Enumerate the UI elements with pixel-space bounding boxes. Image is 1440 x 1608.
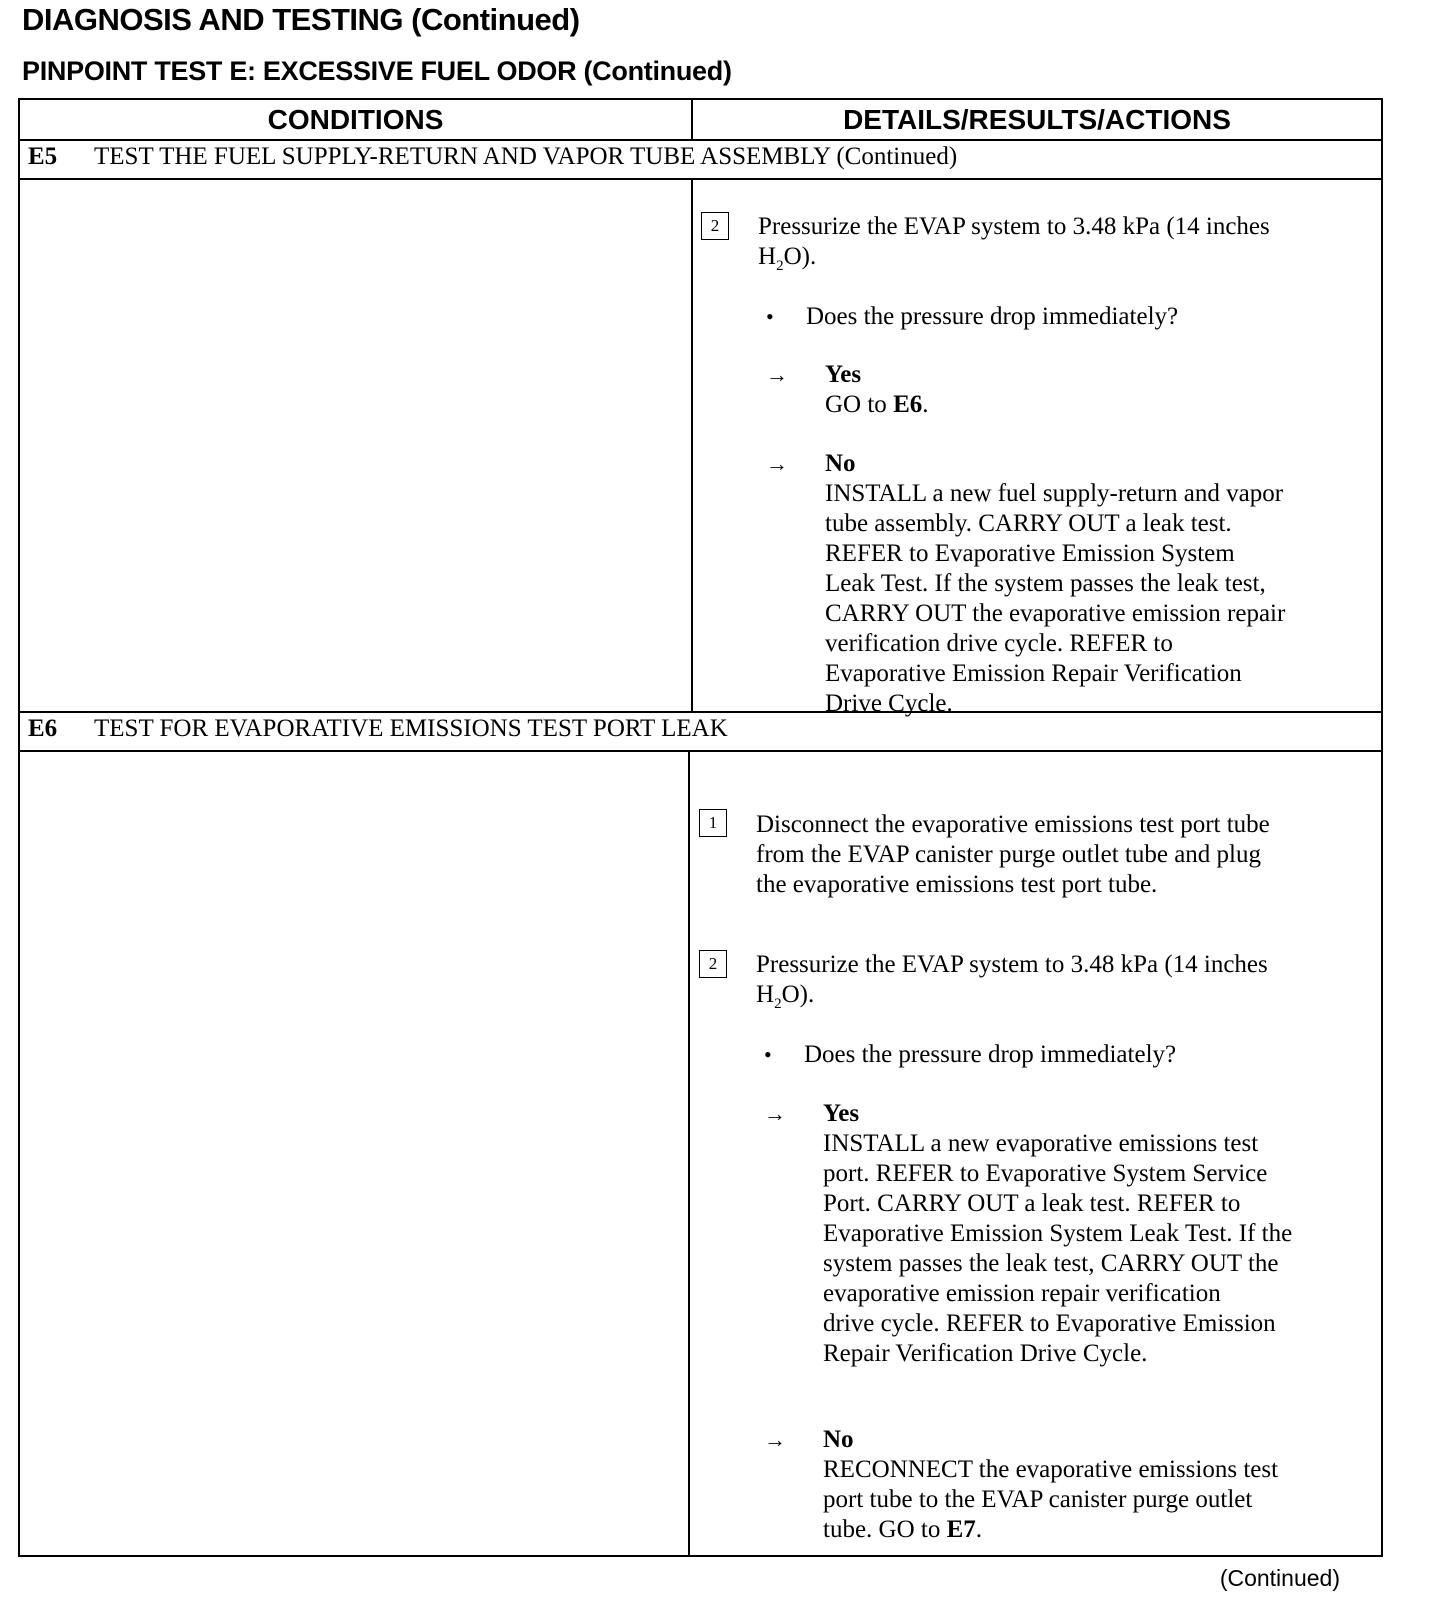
e5-bullet-icon: • bbox=[766, 304, 774, 329]
e5-step-title: TEST THE FUEL SUPPLY-RETURN AND VAPOR TUBE ASSEMBLY (Continued) bbox=[94, 143, 958, 170]
e6-yes-line: drive cycle. REFER to Evaporative Emission bbox=[823, 1310, 1276, 1337]
e6-yes-line: Evaporative Emission System Leak Test. If the bbox=[823, 1220, 1293, 1247]
details-column-header: DETAILS/RESULTS/ACTIONS bbox=[843, 104, 1231, 135]
e5-step-id: E5 bbox=[28, 143, 58, 170]
e5-question: Does the pressure drop immediately? bbox=[806, 303, 1179, 330]
e6-yes-line: system passes the leak test, CARRY OUT the bbox=[823, 1250, 1279, 1277]
e6-step-1-instruction bbox=[756, 810, 1270, 900]
e5-yes-outcome bbox=[825, 360, 929, 420]
e6-yes-line: evaporative emission repair verification bbox=[823, 1280, 1221, 1307]
e6-column-divider bbox=[688, 750, 690, 1557]
e5-title-divider bbox=[18, 178, 1383, 180]
e5-no-label: No bbox=[825, 450, 856, 477]
e5-no-line: Drive Cycle. bbox=[825, 690, 953, 717]
conditions-column-header: CONDITIONS bbox=[267, 104, 444, 135]
e5-no-line: CARRY OUT the evaporative emission repair bbox=[825, 600, 1286, 627]
e6-no-last-line: tube. GO to E7. bbox=[823, 1516, 983, 1543]
e6-yes-line: port. REFER to Evaporative System Service bbox=[823, 1160, 1268, 1187]
e6-step-2-number-box: 2 bbox=[699, 950, 727, 978]
e6-no-arrow-icon: → bbox=[764, 1427, 786, 1452]
page-heading: DIAGNOSIS AND TESTING (Continued) bbox=[22, 2, 580, 37]
e6-yes-outcome bbox=[823, 1099, 1292, 1369]
e5-yes-action: GO to E6. bbox=[825, 391, 929, 418]
e6-title-divider bbox=[18, 750, 1383, 752]
e5-no-line: verification drive cycle. REFER to bbox=[825, 630, 1173, 657]
e6-step-1-line: from the EVAP canister purge outlet tube and plug bbox=[756, 841, 1261, 868]
e5-no-line: INSTALL a new fuel supply-return and vapor bbox=[825, 480, 1284, 507]
e5-no-line: tube assembly. CARRY OUT a leak test. bbox=[825, 510, 1232, 537]
e6-yes-arrow-icon: → bbox=[764, 1101, 786, 1126]
header-divider bbox=[18, 139, 1383, 141]
e6-yes-line: INSTALL a new evaporative emissions test bbox=[823, 1130, 1259, 1157]
continued-footer: (Continued) bbox=[1219, 1565, 1340, 1591]
e6-no-label: No bbox=[823, 1426, 854, 1453]
pinpoint-test-heading: PINPOINT TEST E: EXCESSIVE FUEL ODOR (Continued) bbox=[22, 56, 732, 86]
e6-question: Does the pressure drop immediately? bbox=[804, 1041, 1177, 1068]
e5-step-2-number-box: 2 bbox=[701, 212, 729, 240]
e5-step-2-line-2: $H_2O$). bbox=[758, 243, 817, 274]
e5-step-2-line-1: Pressurize the EVAP system to 3.48 kPa (14 inches bbox=[758, 213, 1270, 240]
e6-yes-line: Port. CARRY OUT a leak test. REFER to bbox=[823, 1190, 1241, 1217]
e6-yes-label: Yes bbox=[823, 1100, 860, 1127]
e6-yes-line: Repair Verification Drive Cycle. bbox=[823, 1340, 1148, 1367]
e6-step-2-instruction bbox=[756, 950, 1268, 1010]
e5-title-row bbox=[28, 143, 957, 171]
e6-bullet-icon: • bbox=[764, 1042, 772, 1067]
e6-no-line: port tube to the EVAP canister purge outlet bbox=[823, 1486, 1253, 1513]
e6-step-1-line: Disconnect the evaporative emissions test port tube bbox=[756, 811, 1270, 838]
e5-no-line: Evaporative Emission Repair Verification bbox=[825, 660, 1242, 687]
e6-step-1-line: the evaporative emissions test port tube. bbox=[756, 871, 1158, 898]
e6-title-row bbox=[28, 715, 728, 743]
e5-no-line: Leak Test. If the system passes the leak test, bbox=[825, 570, 1266, 597]
e6-step-1-number-box: 1 bbox=[699, 809, 727, 837]
e6-step-id: E6 bbox=[28, 715, 58, 742]
e6-no-outcome bbox=[823, 1425, 1278, 1545]
e5-yes-label: Yes bbox=[825, 361, 862, 388]
e5-no-arrow-icon: → bbox=[766, 451, 788, 476]
e6-step-2-line-1: Pressurize the EVAP system to 3.48 kPa (14 inches bbox=[756, 951, 1268, 978]
e6-step-title: TEST FOR EVAPORATIVE EMISSIONS TEST PORT LEAK bbox=[94, 715, 728, 742]
e5-step-2-instruction bbox=[758, 212, 1270, 272]
e5-yes-arrow-icon: → bbox=[766, 362, 788, 387]
e5-no-outcome bbox=[825, 449, 1285, 719]
e5-column-divider bbox=[691, 178, 693, 712]
e6-step-2-line-2: $H_2O$). bbox=[756, 981, 815, 1012]
e5-no-line: REFER to Evaporative Emission System bbox=[825, 540, 1235, 567]
e6-no-line: RECONNECT the evaporative emissions test bbox=[823, 1456, 1279, 1483]
